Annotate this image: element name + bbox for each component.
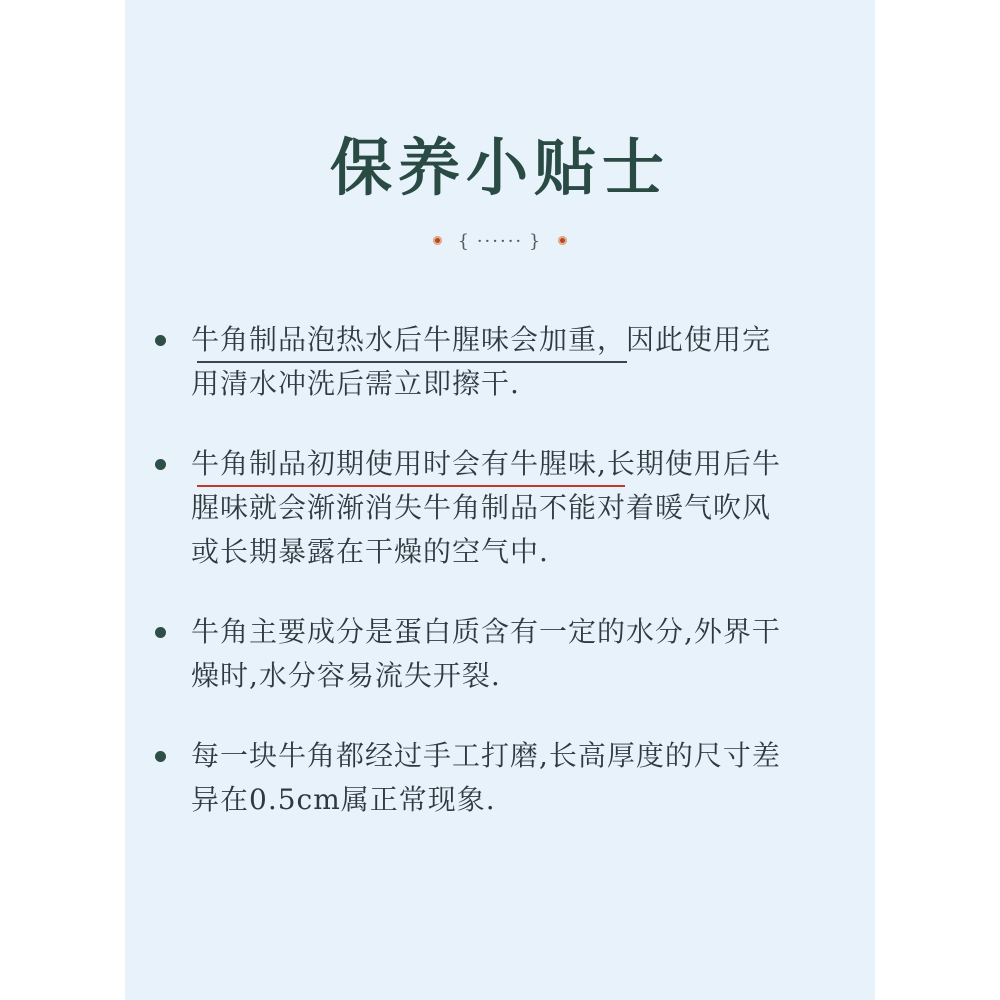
tip-line: 用清水冲洗后需立即擦干. [191,367,520,400]
tips-card [125,0,875,1000]
divider-right-brace: } [528,231,543,252]
bullet-icon [155,335,166,346]
bullet-icon [155,459,166,470]
bullet-icon [155,751,166,762]
tip-text [191,610,831,698]
divider-left-brace: { [457,231,472,252]
tip-text [191,734,831,822]
bullet-icon [155,627,166,638]
tip-line: 牛角主要成分是蛋白质含有一定的水分,外界干 [191,615,781,648]
tip-line: 牛角制品泡热水后牛腥味会加重，因此使用完 [191,323,772,356]
tip-line: 牛角制品初期使用时会有牛腥味,长期使用后牛 [191,447,781,480]
divider-dots: ······ [476,231,524,252]
page-title: 保养小贴士 [329,131,670,204]
tip-line: 腥味就会渐渐消失牛角制品不能对着暖气吹风 [191,491,772,524]
tip-line: 异在0.5cm属正常现象. [191,783,496,816]
underline-emphasis [197,361,627,363]
right-dot-icon [558,236,567,245]
underline-emphasis [197,485,625,487]
tip-line: 燥时,水分容易流失开裂. [191,659,501,692]
left-dot-icon [433,236,442,245]
tip-line: 每一块牛角都经过手工打磨,长高厚度的尺寸差 [191,739,781,772]
tip-text [191,442,831,574]
ornamental-divider [125,228,875,256]
tip-line: 或长期暴露在干燥的空气中. [191,535,549,568]
